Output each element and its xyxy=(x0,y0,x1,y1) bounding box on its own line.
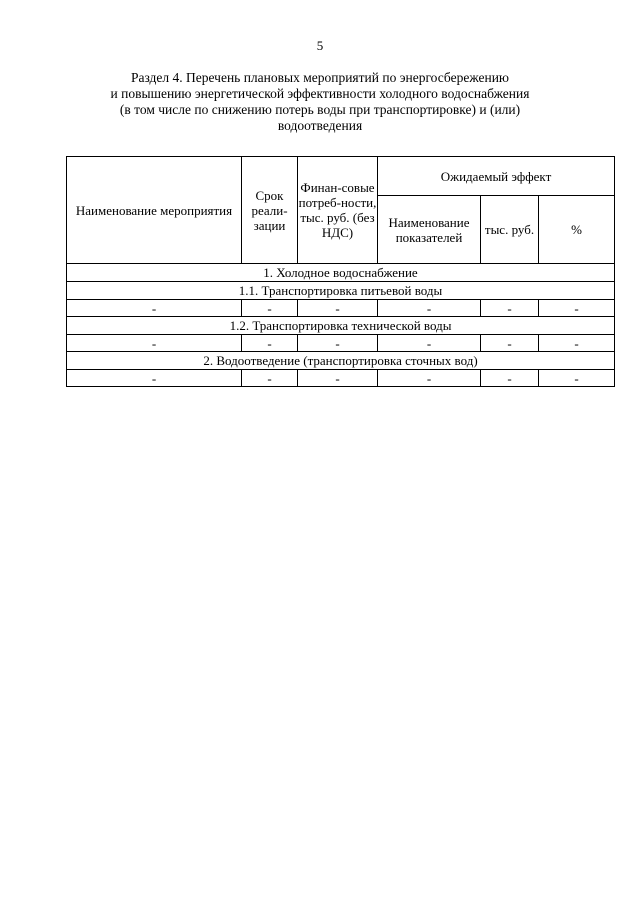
table-cell: - xyxy=(378,335,481,352)
table-cell: - xyxy=(67,300,242,317)
header-percent: % xyxy=(539,196,615,264)
title-line: Раздел 4. Перечень плановых мероприятий по энергосбережению xyxy=(130,70,510,85)
title-line: и повышению энергетической эффективности холодного водоснабжения xyxy=(110,86,530,101)
subsection-row: 1.2. Транспортировка технической воды xyxy=(67,317,615,335)
table-row xyxy=(67,335,615,352)
table-cell: - xyxy=(242,335,298,352)
header-finance: Финан-совые потреб-ности, тыс. руб. (без НДС) xyxy=(298,157,378,264)
header-term: Срок реали-зации xyxy=(242,157,298,264)
table-cell: - xyxy=(67,370,242,387)
page-number: 5 xyxy=(316,38,324,53)
table-cell: - xyxy=(539,370,615,387)
section-title xyxy=(70,70,570,134)
table-cell: - xyxy=(242,370,298,387)
header-thousand-rub: тыс. руб. xyxy=(481,196,539,264)
table-cell: - xyxy=(481,335,539,352)
table-cell: - xyxy=(378,370,481,387)
table-cell: - xyxy=(539,300,615,317)
section-row: 1. Холодное водоснабжение xyxy=(67,264,615,282)
header-expected-effect: Ожидаемый эффект xyxy=(378,157,615,196)
title-line: (в том числе по снижению потерь воды при транспортировке) и (или) xyxy=(119,102,521,117)
table-cell: - xyxy=(242,300,298,317)
table-cell: - xyxy=(378,300,481,317)
table-row xyxy=(67,370,615,387)
title-line: водоотведения xyxy=(277,118,363,133)
table-cell: - xyxy=(67,335,242,352)
table-row xyxy=(67,300,615,317)
section-row: 2. Водоотведение (транспортировка сточных вод) xyxy=(67,352,615,370)
table-cell: - xyxy=(481,300,539,317)
header-name: Наименование мероприятия xyxy=(67,157,242,264)
measures-table xyxy=(66,156,615,387)
table-cell: - xyxy=(481,370,539,387)
table-cell: - xyxy=(298,335,378,352)
subsection-row: 1.1. Транспортировка питьевой воды xyxy=(67,282,615,300)
table-cell: - xyxy=(298,370,378,387)
table-cell: - xyxy=(539,335,615,352)
table-cell: - xyxy=(298,300,378,317)
header-indicator: Наименование показателей xyxy=(378,196,481,264)
